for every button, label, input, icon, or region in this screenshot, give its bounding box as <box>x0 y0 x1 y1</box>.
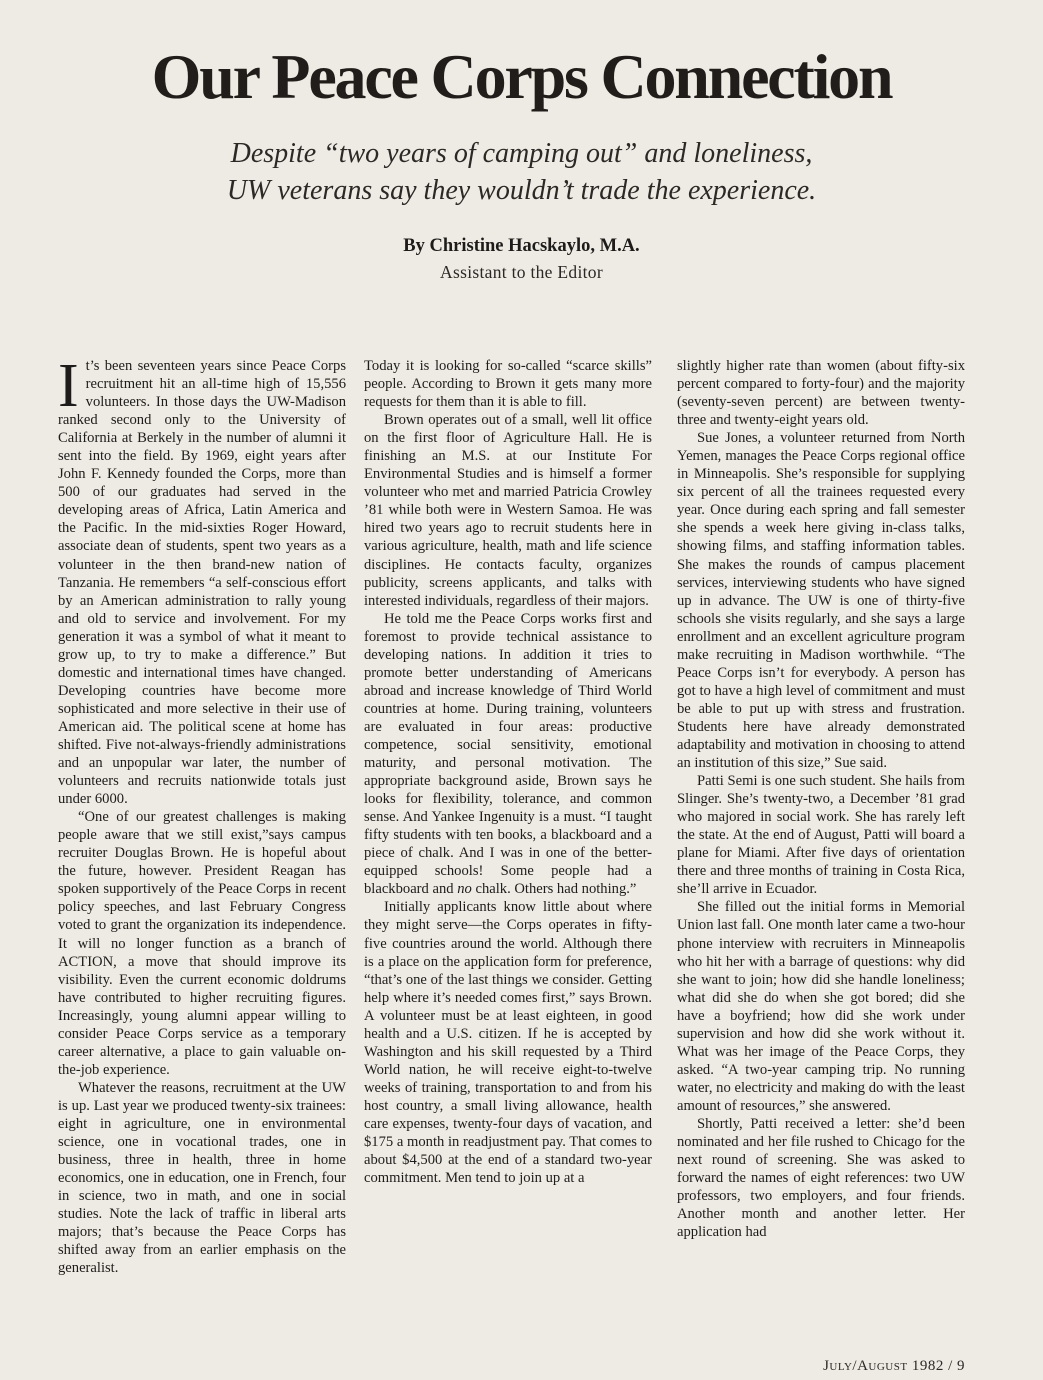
paragraph: Sue Jones, a volunteer returned from North Yemen, manages the Peace Corps regional office in Minneapolis. She’s responsible for supplying six percent of all the trainees requested every year. Once during each spring and fall semester she spends a week here giving in-class talks, showing films, and staffing information tables. She makes the rounds of campus placement services, interviewing students who have signed up in advance. The UW is one of thirty-five schools she visits regularly, and she says a large enrollment and an excellent agriculture program make recruiting in Madison worthwhile. “The Peace Corps isn’t for everybody. A person has got to have a high level of commitment and must be able to put up with stress and frustration. Students here have already demonstrated adaptability and motivation in choosing to attend an institution of this size,” Sue said. <box>677 430 965 772</box>
paragraph: Patti Semi is one such student. She hails from Slinger. She’s twenty-two, a December ’81 grad who majored in social work. She has rarely left the state. At the end of August, Patti will board a plane for Miami. After five days of orientation there and three months of training in Costa Rica, she’ll arrive in Ecuador. <box>677 773 965 898</box>
article-subtitle <box>0 135 1043 209</box>
paragraph-text: t’s been seventeen years since Peace Corps recruitment hit an all-time high of 15,556 volunteers. In those days the UW-Madison ranked second only to the University of California at Berkely in the number of alumni it sent into the field. By 1969, eight years after John F. Kennedy founded the Corps, more than 500 of our graduates had served in the developing areas of Africa, Latin America and the Pacific. In the mid-sixties Roger Howard, associate dean of students, spent two years as a volunteer in the then brand-new nation of Tanzania. He remembers “a self-conscious effort by an American administration to rally young and old to service and involvement. For my generation it was a symbol of what it meant to grow up, to try to make a difference.” But domestic and international times have changed. Developing countries have become more sophisticated and more selective in their use of American aid. The political scene at home has shifted. Five not-always-friendly administrations and an unpopular war later, the number of volunteers and recruits nationwide totals just under 6000. <box>58 358 346 808</box>
byline: By Christine Hacskaylo, M.A. <box>403 236 640 256</box>
drop-cap: I <box>58 357 79 420</box>
paragraph: Today it is looking for so-called “scarce skills” people. According to Brown it gets many more requests for them than it is able to fill. <box>364 358 652 411</box>
emphasis-text: no <box>457 881 472 898</box>
paragraph: Whatever the reasons, recruitment at the UW is up. Last year we produced twenty-six trainees: eight in agriculture, one in environmental science, one in vocational trades, one in business, three in health, three in home economics, one in education, one in French, four in science, two in math, and one in social studies. Note the lack of traffic in liberal arts majors; that’s because the Peace Corps has shifted away from an earlier emphasis on the generalist. <box>58 1079 346 1277</box>
paragraph-text: chalk. Others had nothing.” <box>475 881 637 898</box>
paragraph: Initially applicants know little about where they might serve—the Corps operates in fifty-five countries around the world. Although there is a place on the application form for preference, “that’s one of the last things we consider. Getting help where it’s needed comes first,” says Brown. A volunteer must be at least eighteen, in good health and a U.S. citizen. If he is accepted by Washington and his skill requested by a Third World nation, he will receive eight-to-twelve weeks of training, transportation to and from his host country, a small living allowance, health care expenses, twenty-four days of vacation, and $175 a month in readjustment pay. That comes to about $4,500 at the end of a standard two-year commitment. Men tend to join up at a <box>364 899 652 1187</box>
paragraph: slightly higher rate than women (about fifty-six percent compared to forty-four) and the majority (seventy-seven percent) are between twenty-three and twenty-eight years old. <box>677 358 965 429</box>
subtitle-line: UW veterans say they wouldn’t trade the experience. <box>226 175 817 206</box>
paragraph: “One of our greatest challenges is making people aware that we still exist,”says campus recruiter Douglas Brown. He is hopeful about the future, however. President Reagan has spoken supportively of the Peace Corps in recent policy speeches, and last February Congress voted to grant the organization its independence. It will no longer function as a branch of ACTION, a move that should improve its visibility. Even the current economic doldrums have contributed to higher recruiting figures. Increasingly, young alumni appear willing to consider Peace Corps service as a temporary career alternative, a place to gain valuable on-the-job experience. <box>58 809 346 1078</box>
article-title: Our Peace Corps Connection <box>151 41 892 112</box>
article-column-3 <box>677 357 965 1337</box>
page-folio: July/August 1982 / 9 <box>823 1358 965 1374</box>
paragraph-text: He told me the Peace Corps works first and foremost to provide technical assistance to developing nations. In addition it tries to promote better understanding of Americans abroad and increase knowledge of Third World countries at home. During training, volunteers are evaluated in four areas: productive competence, social sensitivity, emotional maturity, and personal motivation. The appropriate background aside, Brown says he looks for flexibility, tolerance, and common sense. And Yankee Ingenuity is a must. “I taught fifty students with ten books, a blackboard and a piece of chalk. And I was in one of the better-equipped schools! Some people had a blackboard and <box>364 610 652 898</box>
article-column-1 <box>58 357 346 1337</box>
subtitle-line: Despite “two years of camping out” and loneliness, <box>230 138 813 169</box>
paragraph <box>364 610 652 899</box>
paragraph: Brown operates out of a small, well lit office on the first floor of Agriculture Hall. He is finishing an M.S. at our Institute For Environmental Studies and is himself a former volunteer who met and married Patricia Crowley ’81 while both were in Western Samoa. He was hired two years ago to recruit students here in various agriculture, health, math and life science disciplines. He contacts faculty, organizes publicity, screens applicants, and talks with interested individuals, regardless of their majors. <box>364 412 652 609</box>
paragraph <box>58 357 346 808</box>
paragraph: Shortly, Patti received a letter: she’d been nominated and her file rushed to Chicago for the next round of screening. She was asked to forward the names of eight references: two UW professors, two employers, and four friends. Another month and another letter. Her application had <box>677 1115 965 1241</box>
paragraph: She filled out the initial forms in Memorial Union last fall. One month later came a two-hour phone interview with recruiters in Minneapolis who hit her with a barrage of questions: why did she want to join; how did she handle loneliness; what did she do when she got bored; did she have a boyfriend; how did she work under supervision and how did she work without it. What was her image of the Peace Corps, they asked. “A two-year camping trip. No running water, no electricity and making do with the least amount of resources,” she answered. <box>677 899 965 1114</box>
article-column-2 <box>364 357 652 1337</box>
byline-role: Assistant to the Editor <box>440 262 603 282</box>
